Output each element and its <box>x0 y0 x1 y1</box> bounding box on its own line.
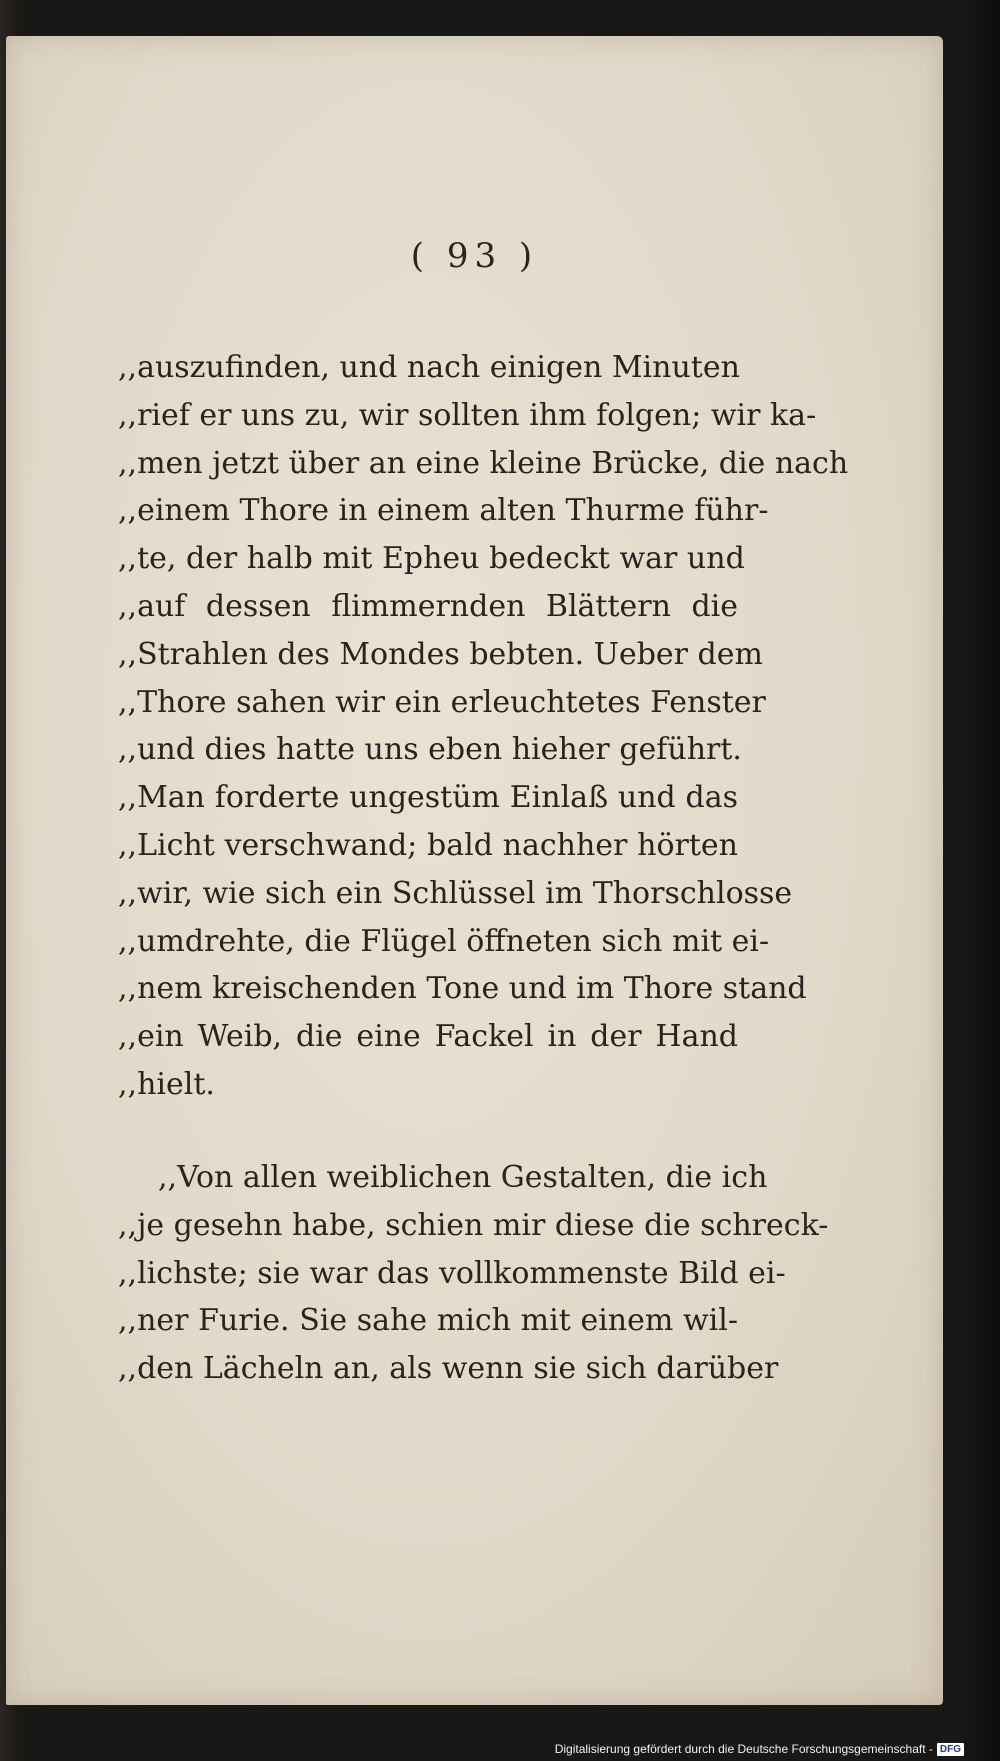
text-line: ,,men jetzt über an eine kleine Brücke, die nach <box>118 445 849 481</box>
digitization-credit <box>555 1742 964 1756</box>
text-line: ,,hielt. <box>118 1066 215 1102</box>
text-line: ,,den Lächeln an, als wenn sie sich darüber <box>118 1351 779 1387</box>
text-line: ,,umdrehte, die Flügel öffneten sich mit ei- <box>118 923 770 959</box>
text-line: ,,auszufinden, und nach einigen Minuten <box>118 350 740 385</box>
text-line: ,,te, der halb mit Epheu bedeckt war und <box>118 541 745 577</box>
text-line: ,,je gesehn habe, schien mir diese die schreck- <box>118 1207 829 1243</box>
paragraph-1 <box>118 344 849 1109</box>
text-line: ,,auf dessen flimmernden Blättern die <box>118 588 738 624</box>
text-line: ,,Strahlen des Mondes bebten. Ueber dem <box>118 636 763 672</box>
text-line: ,,wir, wie sich ein Schlüssel im Thorschlosse <box>118 875 793 911</box>
page-number: ( 93 ) <box>410 236 539 276</box>
text-line: ,,einem Thore in einem alten Thurme führ- <box>118 493 769 529</box>
text-line: ,,ein Weib, die eine Fackel in der Hand <box>118 1019 738 1055</box>
dfg-logo: DFG <box>937 1743 964 1756</box>
text-line: ,,ner Furie. Sie sahe mich mit einem wil- <box>118 1303 738 1339</box>
text-line: ,,Licht verschwand; bald nachher hörten <box>118 827 738 863</box>
text-line: ,,Man forderte ungestüm Einlaß und das <box>118 780 738 816</box>
credit-text: Digitalisierung gefördert durch die Deutsche Forschungsgemeinschaft - <box>554 1742 933 1756</box>
text-line: ,,rief er uns zu, wir sollten ihm folgen; wir ka- <box>118 397 817 433</box>
text-line: ,,und dies hatte uns eben hieher geführt. <box>118 732 742 768</box>
text-line: ,,Von allen weiblichen Gestalten, die ich <box>158 1160 768 1195</box>
text-line: ,,lichste; sie war das vollkommenste Bild ei- <box>118 1255 786 1291</box>
text-line: ,,Thore sahen wir ein erleuchtetes Fenster <box>118 684 766 720</box>
paragraph-2 <box>118 1154 829 1393</box>
book-page <box>6 36 943 1705</box>
text-line: ,,nem kreischenden Tone und im Thore stand <box>118 971 807 1007</box>
